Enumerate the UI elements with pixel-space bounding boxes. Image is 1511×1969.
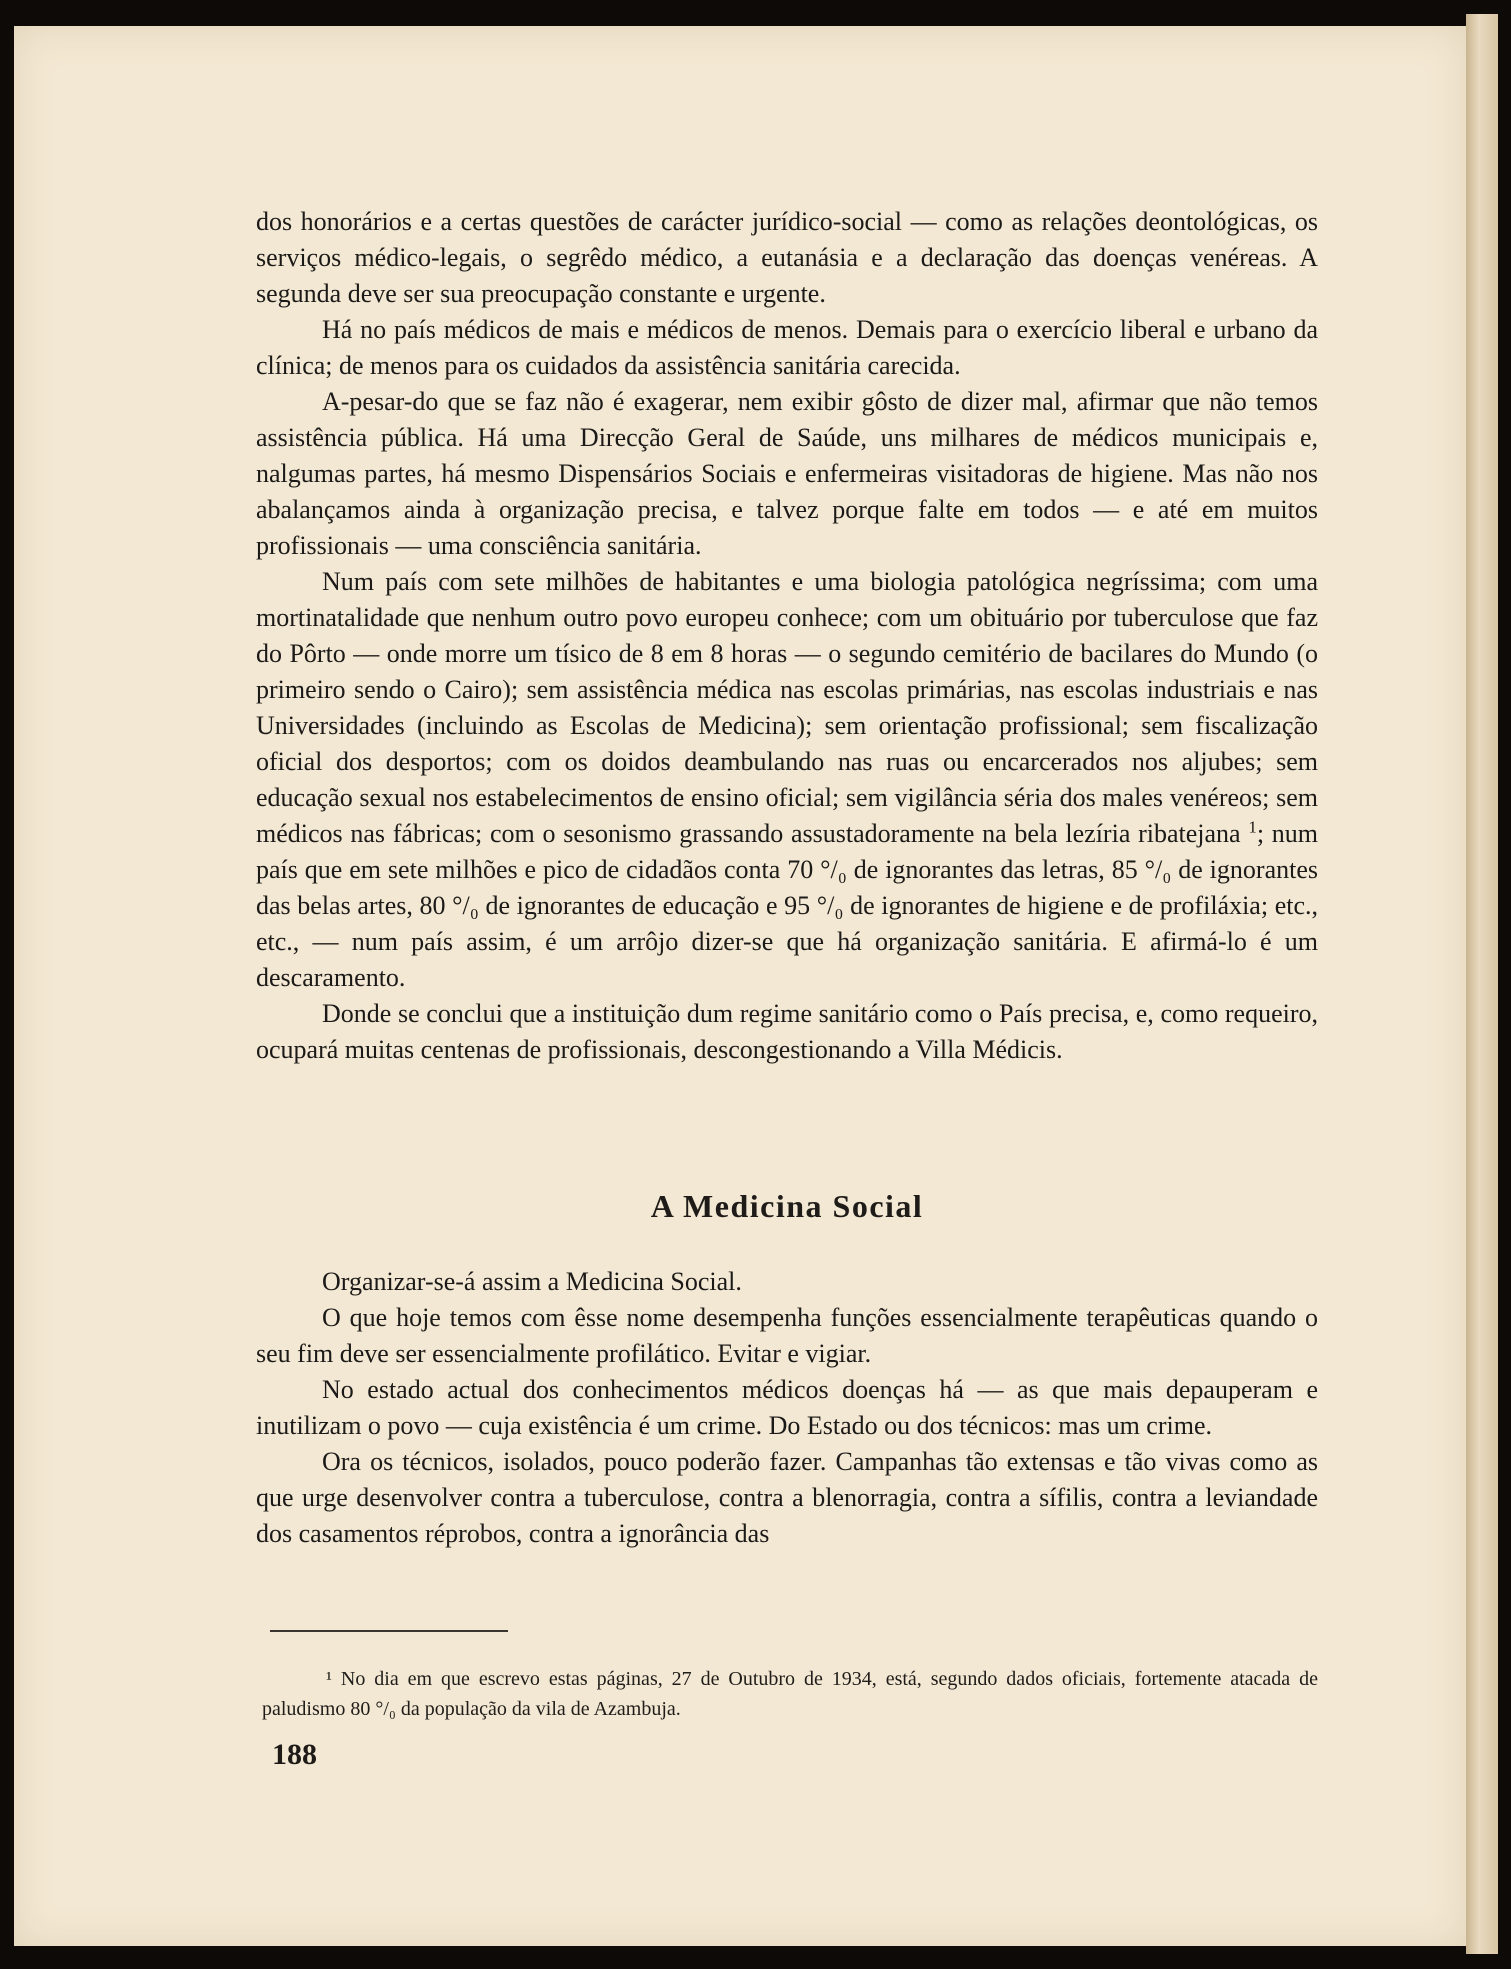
page-number: 188 — [272, 1738, 317, 1771]
paragraph-part: ; num país que em sete milhões e pico de cidadãos conta 70 °/₀ de ignorantes das letras, 85 °/₀ de ignorantes das belas artes, 80 °/₀ de ignorantes de educação e 95 °/₀ de ignorantes de higiene e de profiláxia; etc., etc., — num país assim, é um arrôjo dizer-se que há organização sanitária. E afirmá-lo é um descaramento. — [256, 819, 1318, 992]
paragraph: Há no país médicos de mais e médicos de menos. Demais para o exercício liberal e urbano da clínica; de menos para os cuidados da assistência sanitária carecida. — [256, 315, 1318, 380]
paragraph-part: Num país com sete milhões de habitantes e uma biologia patológica negríssima; com uma mortinatalidade que nenhum outro povo europeu conhece; com um obituário por tuberculose que faz do Pôrto — onde morre um tísico de 8 em 8 horas — o segundo cemitério de bacilares do Mundo (o primeiro sendo o Cairo); sem assistência médica nas escolas primárias, nas escolas industriais e nas Universidades (incluindo as Escolas de Medicina); sem orientação profissional; sem fiscalização oficial dos desportos; com os doidos deambulando nas ruas ou encarcerados nos aljubes; sem educação sexual nos estabelecimentos de ensino oficial; sem vigilância séria dos males venéreos; sem médicos nas fábricas; com o sesonismo grassando assustadoramente na bela lezíria ribatejana — [256, 567, 1318, 848]
footnote: ¹ No dia em que escrevo estas páginas, 27 de Outubro de 1934, está, segundo dados oficiais, fortemente atacada de paludismo 80 °/₀ da população da vila de Azambuja. — [262, 1668, 1318, 1720]
paragraph: O que hoje temos com êsse nome desempenha funções essencialmente terapêuticas quando o seu fim deve ser essencialmente profilático. Evitar e vigiar. — [256, 1303, 1318, 1368]
paragraph: A-pesar-do que se faz não é exagerar, nem exibir gôsto de dizer mal, afirmar que não temos assistência pública. Há uma Direcção Geral de Saúde, uns milhares de médicos municipais e, nalgumas partes, há mesmo Dispensários Sociais e enfermeiras visitadoras de higiene. Mas não nos abalançamos ainda à organização precisa, e talvez porque falte em todos — e até em muitos profissionais — uma consciência sanitária. — [256, 387, 1318, 560]
page-edge — [1466, 14, 1498, 1954]
paragraph: No estado actual dos conhecimentos médicos doenças há — as que mais depauperam e inutilizam o povo — cuja existência é um crime. Do Estado ou dos técnicos: mas um crime. — [256, 1375, 1318, 1440]
footnote-marker: 1 — [1248, 817, 1257, 837]
footnote-rule — [270, 1630, 508, 1632]
paragraph — [256, 564, 1318, 996]
section-heading: A Medicina Social — [650, 1188, 924, 1224]
paragraph: Donde se conclui que a instituição dum regime sanitário como o País precisa, e, como requeiro, ocupará muitas centenas de profissionais, descongestionando a Villa Médicis. — [256, 999, 1318, 1064]
paragraph: dos honorários e a certas questões de carácter jurídico-social — como as relações deontológicas, os serviços médico-legais, o segrêdo médico, a eutanásia e a declaração das doenças venéreas. A segunda deve ser sua preocupação constante e urgente. — [256, 207, 1318, 308]
body-text-bottom — [256, 1264, 1318, 1552]
paragraph: Organizar-se-á assim a Medicina Social. — [322, 1267, 742, 1296]
paragraph: Ora os técnicos, isolados, pouco poderão fazer. Campanhas tão extensas e tão vivas como as que urge desenvolver contra a tuberculose, contra a blenorragia, contra a sífilis, contra a leviandade dos casamentos réprobos, contra a ignorância das — [256, 1447, 1318, 1548]
body-text-top — [256, 204, 1318, 1068]
